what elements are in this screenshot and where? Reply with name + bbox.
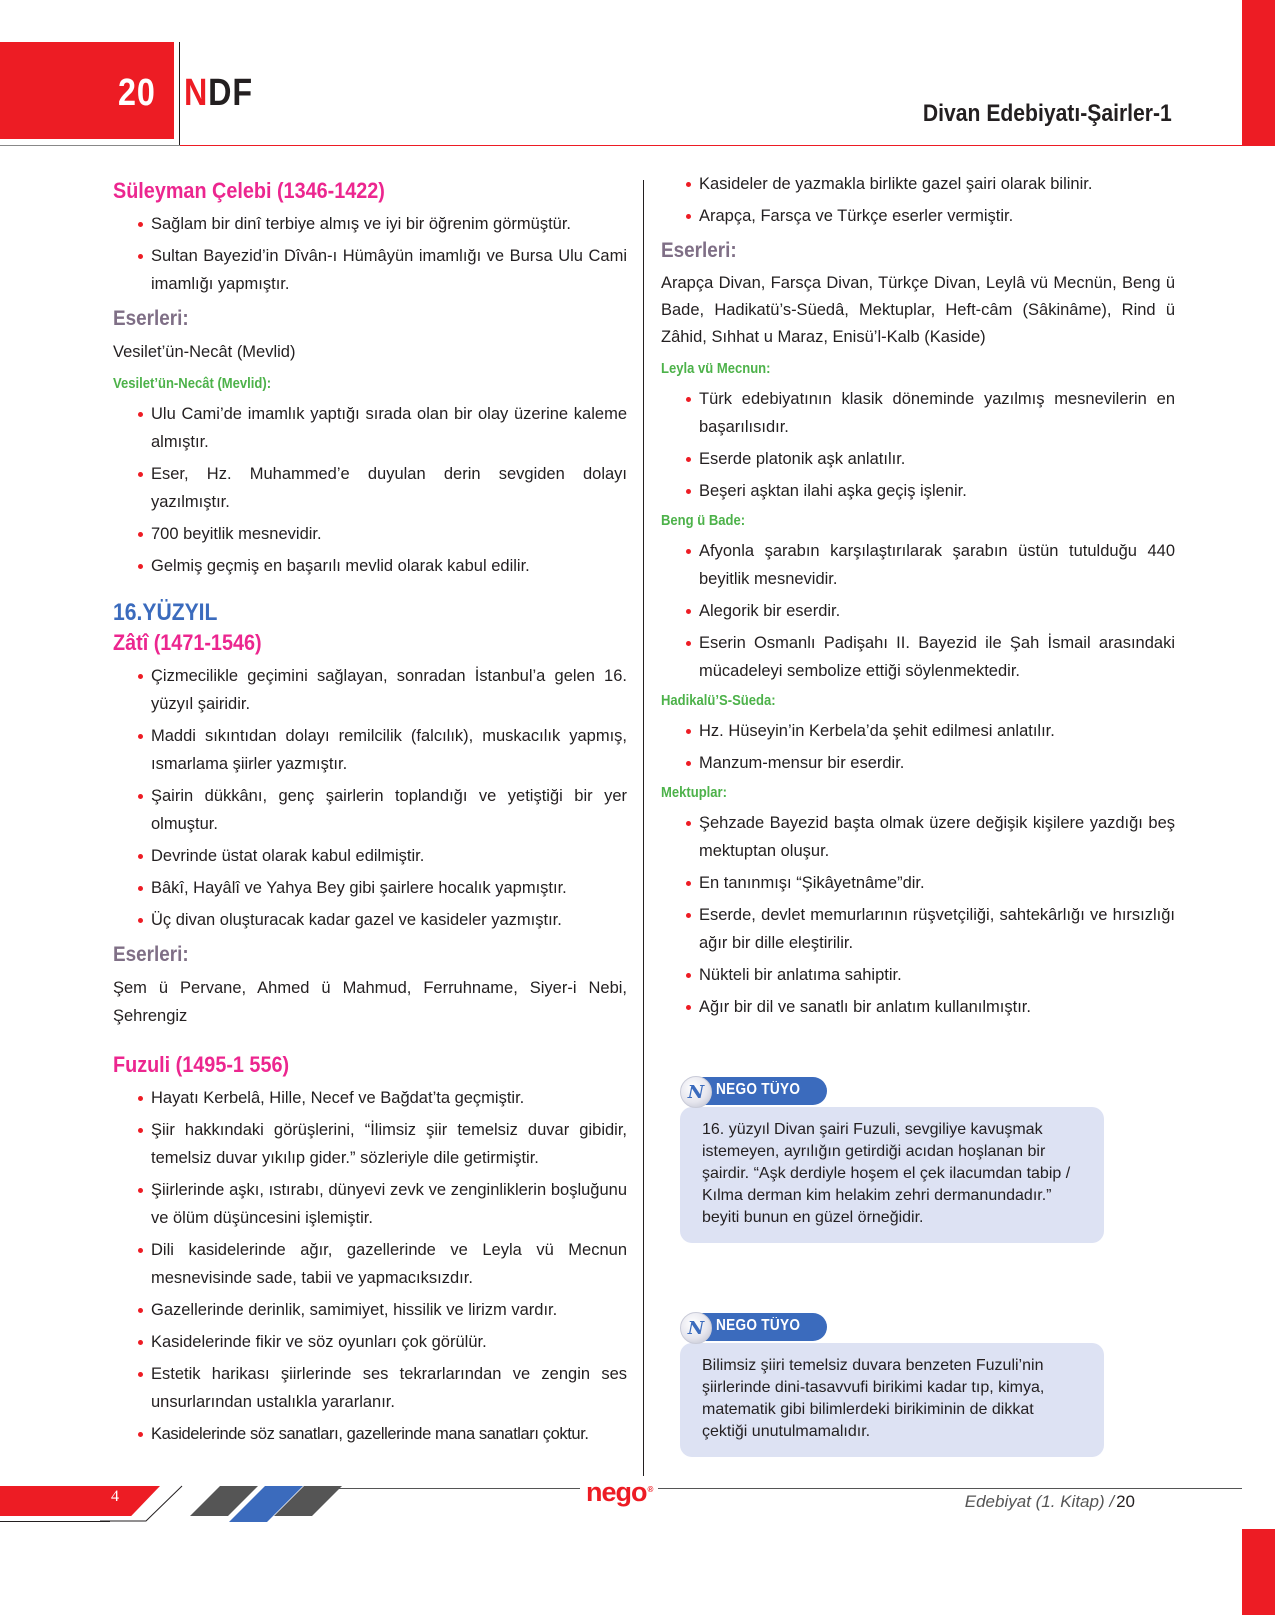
brand-letters-df: DF <box>208 72 253 114</box>
side-tab-bottom <box>1242 1529 1275 1615</box>
list-item: Gelmiş geçmiş en başarılı mevlid olarak kabul edilir. <box>138 552 627 580</box>
list-item: Devrinde üstat olarak kabul edilmiştir. <box>138 842 627 870</box>
list-item: Kasidelerinde fikir ve söz oyunları çok görülür. <box>138 1328 627 1356</box>
book-page: 20 <box>1116 1492 1135 1511</box>
poet-heading-fuzuli: Fuzuli (1495-1 556) <box>113 1052 290 1077</box>
zati-bullets <box>113 662 627 934</box>
tip-text: Bilimsiz şiiri temelsiz duvara benzeten Fuzuli’nin şiirlerinde dini-tasavvufi birikimi kadar tıp, kimya, matematik gibi bilimlerdeki birikiminin de dikkat çektiği unutulmamalıdır. <box>680 1343 1104 1457</box>
list-item: Şairin dükkânı, genç şairlerin toplandığı ve yetiştiği bir yer olmuştur. <box>138 782 627 838</box>
list-item: Şiirlerinde aşkı, ıstırabı, dünyevi zevk ve zenginliklerin boşluğunu ve ölüm düşüncesini işlemiştir. <box>138 1176 627 1232</box>
list-item: Eser, Hz. Muhammed’e duyulan derin sevgiden dolayı yazılmıştır. <box>138 460 627 516</box>
list-item: Maddi sıkıntıdan dolayı remilcilik (falcılık), muskacılık yapmış, ısmarlama şiirler yazmıştır. <box>138 722 627 778</box>
list-item: Üç divan oluşturacak kadar gazel ve kasideler yazmıştır. <box>138 906 627 934</box>
fuzuli-continued-bullets <box>661 170 1175 230</box>
header-rule <box>180 145 1242 146</box>
leyla-bullets <box>661 385 1175 505</box>
column-divider <box>643 180 644 1495</box>
list-item: Arapça, Farsça ve Türkçe eserler vermiştir. <box>686 202 1175 230</box>
tip-text: 16. yüzyıl Divan şairi Fuzuli, sevgiliye kavuşmak istemeyen, ayrılığın getirdiği acıdan hoşlanan bir şairdir. “Aşk derdiyle hoşem el çek ilacumdan tabip / Kılma derman kim helakim zehri dermanundadır.” beyiti bunun en güzel örneğidir. <box>680 1107 1104 1243</box>
list-item: Afyonla şarabın karşılaştırılarak şarabın üstün tutulduğu 440 beyitlik mesnevidir. <box>686 537 1175 593</box>
hadika-bullets <box>661 717 1175 777</box>
side-tab-top <box>1242 0 1275 146</box>
left-column <box>113 176 627 1452</box>
header-rule-left <box>0 145 180 146</box>
works-text: Arapça Divan, Farsça Divan, Türkçe Divan, Leylâ vü Mecnün, Beng ü Bade, Hadikatü’s-Süedâ, Mektuplar, Heft-câm (Sâkinâme), Rind ü Zâhid, Sıhhat u Maraz, Enisü’l-Kalb (Kaside) <box>661 274 1175 346</box>
list-item: Manzum-mensur bir eserdir. <box>686 749 1175 777</box>
list-item: Alegorik bir eserdir. <box>686 597 1175 625</box>
book-title: Edebiyat (1. Kitap) / <box>964 1492 1115 1511</box>
century-heading: 16.YÜZYIL <box>113 599 218 626</box>
unit-number: 20 <box>118 72 156 114</box>
works-heading: Eserleri: <box>113 943 189 966</box>
list-item: Estetik harikası şiirlerinde ses tekrarlarından ve zengin ses unsurlarından ustalıkla yararlanır. <box>138 1360 627 1416</box>
list-item: Nükteli bir anlatıma sahiptir. <box>686 961 1175 989</box>
tip-box-1 <box>680 1077 1104 1243</box>
list-item: Eserde platonik aşk anlatılır. <box>686 445 1175 473</box>
mektuplar-bullets <box>661 809 1175 1021</box>
fuzuli-bullets <box>113 1084 627 1448</box>
list-item: Kasideler de yazmakla birlikte gazel şairi olarak bilinir. <box>686 170 1175 198</box>
list-item: Ağır bir dil ve sanatlı bir anlatım kullanılmıştır. <box>686 993 1175 1021</box>
list-item: 700 beyitlik mesnevidir. <box>138 520 627 548</box>
tip-badge <box>680 1077 1104 1107</box>
sub-heading-mevlid: Vesilet’ün-Necât (Mevlid): <box>113 376 272 392</box>
works-text: Şem ü Pervane, Ahmed ü Mahmud, Ferruhname, Siyer-i Nebi, Şehrengiz <box>113 979 627 1025</box>
tip-badge <box>680 1313 1104 1343</box>
works-heading: Eserleri: <box>661 239 737 262</box>
list-item: Hayatı Kerbelâ, Hille, Necef ve Bağdat’ta geçmiştir. <box>138 1084 627 1112</box>
works-text: Vesilet’ün-Necât (Mevlid) <box>113 343 296 361</box>
list-item: Türk edebiyatının klasik döneminde yazılmış mesnevilerin en başarılısıdır. <box>686 385 1175 441</box>
footer-underline <box>0 1521 110 1522</box>
list-item: Eserin Osmanlı Padişahı II. Bayezid ile Şah İsmail arasındaki mücadeleyi sembolize ettiği söylenmektedir. <box>686 629 1175 685</box>
poet-heading-suleyman: Süleyman Çelebi (1346-1422) <box>113 178 385 203</box>
publisher-logo-text: nego <box>586 1477 647 1507</box>
page-number: 4 <box>111 1488 119 1505</box>
list-item: Ulu Cami’de imamlık yaptığı sırada olan bir olay üzerine kaleme almıştır. <box>138 400 627 456</box>
registered-mark: ® <box>647 1485 653 1494</box>
brand-letter-n: N <box>184 72 209 114</box>
tip-label: NEGO TÜYO <box>716 1081 801 1098</box>
mevlid-bullets <box>113 400 627 580</box>
sub-heading-mektuplar: Mektuplar: <box>661 785 727 801</box>
brand-ndf <box>184 72 253 115</box>
list-item: Beşeri aşktan ilahi aşka geçiş işlenir. <box>686 477 1175 505</box>
list-item: Gazellerinde derinlik, samimiyet, hissilik ve lirizm vardır. <box>138 1296 627 1324</box>
list-item: Bâkî, Hayâlî ve Yahya Bey gibi şairlere hocalık yapmıştır. <box>138 874 627 902</box>
book-reference <box>965 1492 1135 1512</box>
beng-bullets <box>661 537 1175 685</box>
sub-heading-leyla: Leyla vü Mecnun: <box>661 361 771 377</box>
list-item: Kasidelerinde söz sanatları, gazellerinde mana sanatları çoktur. <box>138 1420 627 1448</box>
chapter-title: Divan Edebiyatı-Şairler-1 <box>923 100 1172 127</box>
right-column <box>661 170 1175 1025</box>
poet-heading-zati: Zâtî (1471-1546) <box>113 630 262 655</box>
nego-logo-icon: N <box>680 1076 712 1108</box>
footer-slash-line <box>100 1484 190 1524</box>
list-item: Şehzade Bayezid başta olmak üzere değişik kişilere yazdığı beş mektuptan oluşur. <box>686 809 1175 865</box>
nego-logo-icon: N <box>680 1312 712 1344</box>
header-divider <box>179 42 180 146</box>
tip-box-2 <box>680 1313 1104 1457</box>
list-item: Sağlam bir dinî terbiye almış ve iyi bir öğrenim görmüştür. <box>138 210 627 238</box>
list-item: Sultan Bayezid’in Dîvân-ı Hümâyün imamlığı ve Bursa Ulu Cami imamlığı yapmıştır. <box>138 242 627 298</box>
list-item: Hz. Hüseyin’in Kerbela’da şehit edilmesi anlatılır. <box>686 717 1175 745</box>
list-item: Şiir hakkındaki görüşlerini, “İlimsiz şiir temelsiz duvar gibidir, temelsiz duvar yıkılıp gider.” sözleriyle dile getirmiştir. <box>138 1116 627 1172</box>
list-item: Dili kasidelerinde ağır, gazellerinde ve Leyla vü Mecnun mesnevisinde sade, tabii ve yapmacıksızdır. <box>138 1236 627 1292</box>
works-heading: Eserleri: <box>113 307 189 330</box>
footer-rule <box>330 1488 1242 1489</box>
list-item: En tanınmışı “Şikâyetnâme”dir. <box>686 869 1175 897</box>
suleyman-bullets <box>113 210 627 298</box>
sub-heading-beng: Beng ü Bade: <box>661 513 746 529</box>
sub-heading-hadika: Hadikalü’S-Süeda: <box>661 693 776 709</box>
list-item: Eserde, devlet memurlarının rüşvetçiliği, sahtekârlığı ve hırsızlığı ağır bir dille eleştirilir. <box>686 901 1175 957</box>
tip-label: NEGO TÜYO <box>716 1317 801 1334</box>
publisher-logo <box>580 1476 658 1506</box>
list-item: Çizmecilikle geçimini sağlayan, sonradan İstanbul’a gelen 16. yüzyıl şairidir. <box>138 662 627 718</box>
